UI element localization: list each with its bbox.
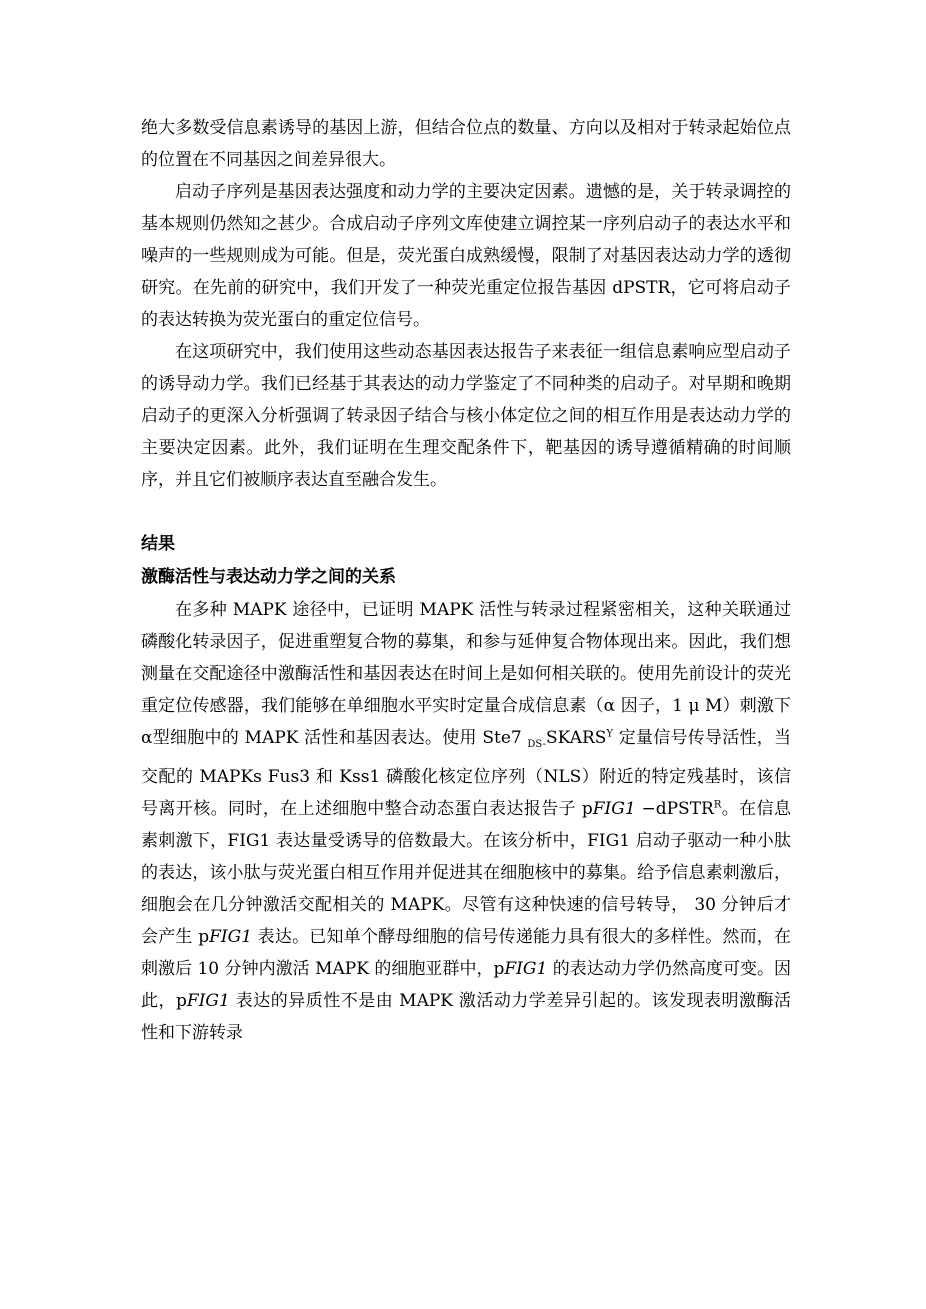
paragraph-this-study: 在这项研究中，我们使用这些动态基因表达报告子来表征一组信息素响应型启动子的诱导动力学。我们已经基于其表达的动力学鉴定了不同种类的启动子。对早期和晚期启动子的更深入分析强调了转录因子结合与核小体定位之间的相互作用是表达动力学的主要决定因素。此外，我们证明在生理交配条件下，靶基因的诱导遵循精确的时间顺序，并且它们被顺序表达直至融合发生。: [141, 342, 791, 490]
text-run: 在多种 MAPK 途径中，已证明 MAPK 活性与转录过程紧密相关，这种关联通过磷酸化转录因子，促进重塑复合物的募集，和参与延伸复合物体现出来。因此，我们想测量在交配途径中激酶活性和基因表达在时间上是如何相关联的。使用先前设计的荧光重定位传感器，我们能够在单细胞水平实时定量合成信息素（α 因子，1 μ M）刺激下α型细胞中的 MAPK 活性和基因表达。使用 Ste7: [141, 600, 791, 748]
text-run: 的表达动力学仍然高度可变。因此，p: [141, 959, 792, 1011]
text-run: 表达。已知单个酵母细胞的信号传递能力具有很大的多样性。然而，在刺激后 10 分钟内激活 MAPK 的细胞亚群中，p: [141, 927, 791, 979]
text-run: SKARS: [546, 728, 607, 748]
superscript-r: R: [713, 799, 722, 811]
paragraph-promoter-sequence: 启动子序列是基因表达强度和动力学的主要决定因素。遗憾的是，关于转录调控的基本规则仍然知之甚少。合成启动子序列文库使建立调控某一序列启动子的表达水平和噪声的一些规则成为可能。但是，荧光蛋白成熟缓慢，限制了对基因表达动力学的透彻研究。在先前的研究中，我们开发了一种荧光重定位报告基因 dPSTR，它可将启动子的表达转换为荧光蛋白的重定位信号。: [141, 182, 791, 330]
text-run: 。在信息素刺激下，FIG1 表达量受诱导的倍数最大。在该分析中，FIG1 启动子驱动一种小肽的表达，该小肽与荧光蛋白相互作用并促进其在细胞核中的募集。给予信息素刺激后，细胞会在几分钟激活交配相关的 MAPK。尽管有这种快速的信号转导， 30 分钟后才会产生 p: [141, 799, 791, 947]
italic-gene-name: FIG1: [186, 991, 230, 1011]
paragraph-mapk-activity: [141, 594, 791, 1049]
superscript-y: Y: [606, 728, 614, 740]
text-run: 表达的异质性不是由 MAPK 激活动力学差异引起的。该发现表明激酶活性和下游转录: [141, 991, 791, 1043]
text-run: −dPSTR: [635, 799, 714, 819]
document-page: [141, 112, 791, 1049]
text-run: 定量信号传导活性，当交配的 MAPKs Fus3 和 Kss1 磷酸化核定位序列（NLS）附近的特定残基时，该信号离开核。同时，在上述细胞中整合动态蛋白表达报告子 p: [141, 728, 791, 819]
subscript-ds: DS-: [527, 739, 547, 750]
subsection-heading: 激酶活性与表达动力学之间的关系: [141, 567, 396, 587]
italic-gene-name: FIG1: [592, 799, 636, 819]
italic-gene-name: FIG1: [209, 927, 253, 947]
italic-gene-name: FIG1: [504, 959, 548, 979]
section-heading-results: 结果: [141, 534, 175, 554]
paragraph-continued: 绝大多数受信息素诱导的基因上游，但结合位点的数量、方向以及相对于转录起始位点的位置在不同基因之间差异很大。: [141, 118, 791, 170]
